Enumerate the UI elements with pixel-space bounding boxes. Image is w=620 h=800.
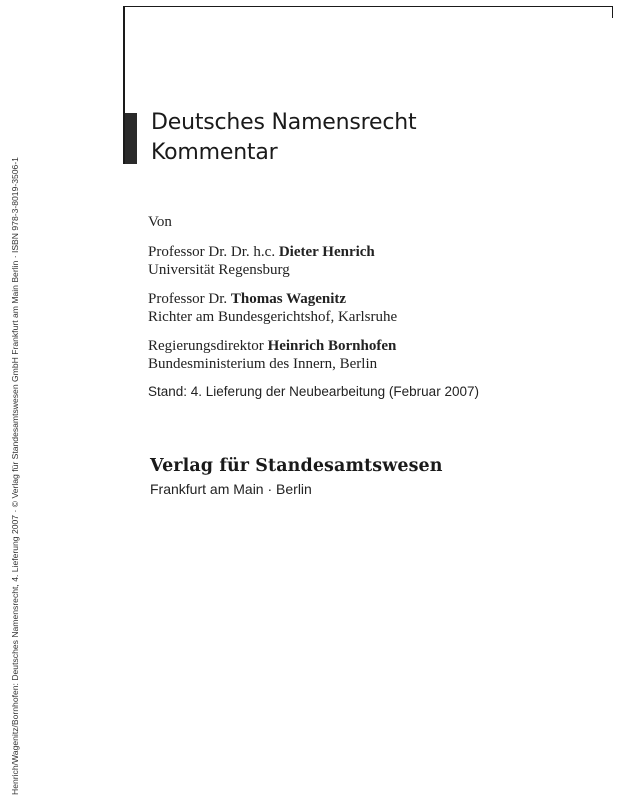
author-line <box>148 290 397 308</box>
author-name: Dieter Henrich <box>278 244 375 260</box>
book-title-line-1: Deutsches Namensrecht <box>151 110 417 135</box>
author-line <box>148 243 375 261</box>
publisher-place: Frankfurt am Main · Berlin <box>150 481 312 497</box>
author-name: Thomas Wagenitz <box>230 291 347 307</box>
book-title <box>151 108 416 168</box>
crop-line-horizontal <box>123 6 613 7</box>
author-line <box>148 337 396 355</box>
edition-status: Stand: 4. Lieferung der Neubearbeitung (Februar 2007) <box>148 384 479 399</box>
book-title-line-2: Kommentar <box>151 140 278 165</box>
author-affiliation: Universität Regensburg <box>148 262 290 278</box>
publisher-name: Verlag für Standesamtswesen <box>150 456 443 476</box>
author-affiliation: Richter am Bundesgerichtshof, Karlsruhe <box>148 309 398 325</box>
title-accent-bar <box>125 113 137 164</box>
side-imprint: Henrich/Wagenitz/Bornhofen: Deutsches Namensrecht, 4. Lieferung 2007 · © Verlag für Standesamtswesen GmbH Frankfurt am Main Berlin · ISBN 978-3-8019-3506-1 <box>10 157 20 795</box>
author-henrich <box>148 243 375 279</box>
author-name: Heinrich Bornhofen <box>267 338 397 354</box>
author-bornhofen <box>148 337 396 373</box>
author-wagenitz <box>148 290 397 326</box>
author-title: Regierungsdirektor <box>148 338 268 354</box>
author-title: Professor Dr. Dr. h.c. <box>148 244 279 260</box>
author-title: Professor Dr. <box>148 291 231 307</box>
author-affiliation: Bundesministerium des Innern, Berlin <box>148 356 378 372</box>
by-label: Von <box>148 214 172 230</box>
crop-line-right <box>612 6 613 18</box>
